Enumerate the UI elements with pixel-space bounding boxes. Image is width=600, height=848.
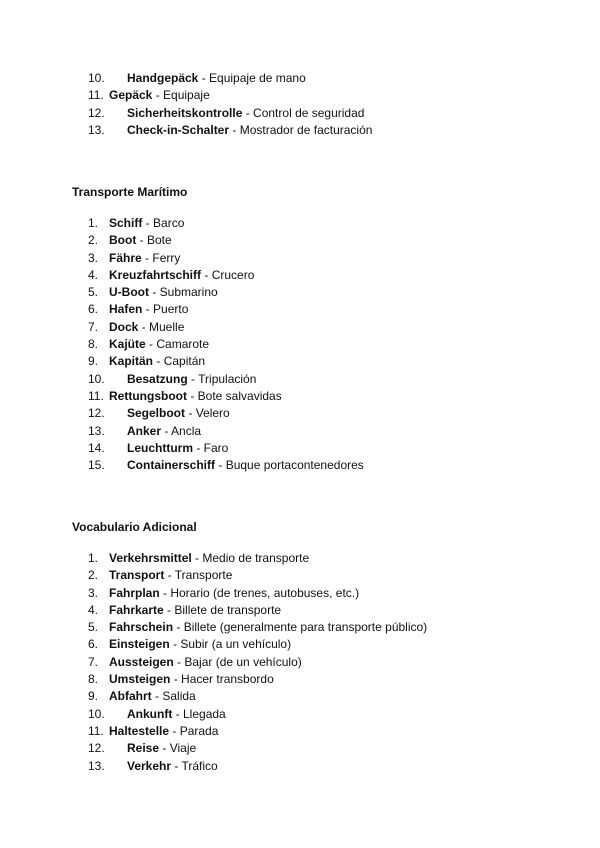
list-item [0,336,600,353]
separator: - [173,654,185,669]
list-item [0,371,600,388]
german-term: Haltestelle [109,723,170,738]
spanish-translation: Billete de transporte [174,602,282,617]
list-item [0,758,600,775]
list-number: 8. [88,672,99,687]
list-number: 9. [88,689,99,704]
separator: - [198,71,210,85]
separator: - [164,568,175,583]
german-term: Fahrplan [109,585,160,600]
list-entry [109,688,196,705]
list-entry [109,619,427,636]
separator: - [186,388,198,403]
list-number: 11. [88,723,104,738]
list-item [0,602,600,619]
list-number: 7. [88,319,99,334]
list-entry [109,301,188,318]
separator: - [161,423,172,438]
spanish-translation: Faro [203,440,229,455]
spanish-translation: Mostrador de facturación [239,122,373,137]
german-term: Leuchtturm [127,440,193,455]
list-entry [109,250,180,267]
separator: - [201,267,212,282]
list-item [0,740,600,757]
list-entry [109,723,218,740]
list-number: 12. [88,741,105,756]
spanish-translation: Hacer transbordo [181,672,274,687]
list-item [0,654,600,671]
spanish-translation: Medio de transporte [202,551,310,565]
list-entry [127,423,201,440]
list-entry [109,353,205,370]
separator: - [145,337,157,352]
separator: - [142,216,154,230]
german-term: Kreuzfahrtschiff [109,267,202,282]
german-term: Fahrschein [109,620,174,635]
list-entry [109,550,309,567]
list-entry [127,758,218,775]
list-item [0,636,600,653]
list-entry [127,122,372,139]
spanish-translation: Buque portacontenedores [225,458,364,473]
german-term: Abfahrt [109,689,152,704]
german-term: Containerschiff [127,458,216,473]
spanish-translation: Muelle [149,319,185,334]
list-number: 8. [88,337,99,352]
list-item [0,353,600,370]
german-term: Kajüte [109,337,146,352]
list-number: 11. [88,88,104,103]
spanish-translation: Bote [147,233,172,248]
list-item [0,267,600,284]
list-entry [109,602,281,619]
list-entry [127,405,230,422]
list-item [0,440,600,457]
separator: - [142,302,154,317]
list-number: 12. [88,105,105,120]
list-item [0,70,600,87]
maritime-vocabulary-list [0,215,600,474]
spanish-translation: Billete (generalmente para transporte público) [183,620,428,635]
list-item [0,87,600,104]
separator: - [171,758,182,773]
german-term: Handgepäck [127,71,199,85]
list-entry [127,740,196,757]
list-number: 5. [88,285,99,300]
german-term: Verkehr [127,758,172,773]
spanish-translation: Velero [195,406,230,421]
german-term: Ankunft [127,706,173,721]
list-number: 11. [88,388,104,403]
spanish-translation: Transporte [174,568,233,583]
list-number: 9. [88,354,99,369]
list-entry [109,388,282,405]
spanish-translation: Equipaje de mano [209,71,306,85]
list-entry [127,457,364,474]
list-entry [109,654,302,671]
spanish-translation: Capitán [163,354,206,369]
german-term: Dock [109,319,139,334]
list-item [0,457,600,474]
spanish-translation: Tráfico [181,758,218,773]
german-term: Rettungsboot [109,388,187,403]
list-number: 15. [88,458,105,473]
list-entry [109,671,274,688]
list-entry [109,567,232,584]
list-item [0,319,600,336]
list-item [0,284,600,301]
separator: - [172,706,183,721]
additional-vocabulary-list [0,550,600,775]
german-term: Sicherheitskontrolle [127,105,243,120]
german-term: Aussteigen [109,654,174,669]
section-heading: Vocabulario Adicional [72,520,197,534]
spanish-translation: Llegada [183,706,226,721]
german-term: Verkehrsmittel [109,551,192,565]
list-entry [109,267,254,284]
separator: - [138,319,150,334]
separator: - [159,585,171,600]
german-term: Hafen [109,302,143,317]
separator: - [148,285,160,300]
spanish-translation: Tripulación [198,371,257,386]
separator: - [191,551,203,565]
list-number: 1. [88,216,99,230]
spanish-translation: Puerto [153,302,189,317]
separator: - [136,233,147,248]
list-number: 4. [88,267,99,282]
german-term: Besatzung [127,371,188,386]
list-number: 13. [88,423,105,438]
list-item [0,688,600,705]
separator: - [169,637,181,652]
separator: - [187,371,199,386]
list-entry [127,371,256,388]
list-entry [127,105,364,122]
spanish-translation: Parada [179,723,219,738]
separator: - [141,250,153,265]
list-number: 6. [88,637,99,652]
separator: - [229,122,240,137]
list-item [0,723,600,740]
list-entry [109,585,359,602]
spanish-translation: Horario (de trenes, autobuses, etc.) [170,585,360,600]
airport-vocabulary-list [0,70,600,139]
separator: - [169,723,180,738]
german-term: Fähre [109,250,142,265]
spanish-translation: Ferry [152,250,181,265]
german-term: Umsteigen [109,672,171,687]
list-entry [127,70,306,87]
list-number: 12. [88,406,105,421]
list-item [0,388,600,405]
separator: - [170,672,182,687]
german-term: Reise [127,741,160,756]
german-term: U-Boot [109,285,149,300]
separator: - [185,406,196,421]
list-entry [109,284,218,301]
list-number: 2. [88,233,99,248]
list-number: 1. [88,551,99,565]
spanish-translation: Viaje [169,741,197,756]
list-item [0,301,600,318]
german-term: Einsteigen [109,637,170,652]
list-item [0,215,600,232]
list-item [0,567,600,584]
list-number: 3. [88,585,99,600]
list-entry [127,706,226,723]
german-term: Segelboot [127,406,186,421]
list-entry [109,232,172,249]
section-heading: Transporte Marítimo [72,185,188,199]
list-number: 13. [88,758,105,773]
spanish-translation: Control de seguridad [253,105,365,120]
list-number: 4. [88,602,99,617]
list-number: 13. [88,122,105,137]
spanish-translation: Barco [153,216,185,230]
list-item [0,550,600,567]
list-number: 3. [88,250,99,265]
spanish-translation: Crucero [211,267,255,282]
german-term: Gepäck [109,88,153,103]
separator: - [173,620,184,635]
spanish-translation: Submarino [159,285,218,300]
german-term: Check-in-Schalter [127,122,230,137]
list-item [0,405,600,422]
spanish-translation: Bote salvavidas [197,388,282,403]
separator: - [193,440,204,455]
list-item [0,423,600,440]
spanish-translation: Salida [162,689,196,704]
list-item [0,250,600,267]
spanish-translation: Subir (a un vehículo) [180,637,292,652]
separator: - [163,602,175,617]
separator: - [152,88,164,103]
list-entry [109,636,291,653]
german-term: Anker [127,423,162,438]
list-entry [109,87,210,104]
german-term: Schiff [109,216,143,230]
german-term: Boot [109,233,137,248]
list-item [0,619,600,636]
spanish-translation: Camarote [156,337,210,352]
list-number: 10. [88,371,105,386]
separator: - [215,458,226,473]
list-number: 6. [88,302,99,317]
separator: - [151,689,163,704]
separator: - [153,354,164,369]
spanish-translation: Bajar (de un vehículo) [184,654,302,669]
spanish-translation: Ancla [171,423,202,438]
list-number: 2. [88,568,99,583]
list-entry [109,215,184,232]
spanish-translation: Equipaje [163,88,210,103]
list-number: 10. [88,706,105,721]
list-number: 10. [88,71,105,85]
list-item [0,706,600,723]
separator: - [159,741,170,756]
german-term: Fahrkarte [109,602,164,617]
list-item [0,232,600,249]
list-entry [109,336,209,353]
separator: - [242,105,254,120]
german-term: Transport [109,568,165,583]
list-entry [109,319,184,336]
german-term: Kapitän [109,354,154,369]
list-number: 7. [88,654,99,669]
list-entry [127,440,228,457]
list-number: 14. [88,440,105,455]
list-item [0,585,600,602]
list-item [0,671,600,688]
list-number: 5. [88,620,99,635]
list-item [0,122,600,139]
list-item [0,105,600,122]
